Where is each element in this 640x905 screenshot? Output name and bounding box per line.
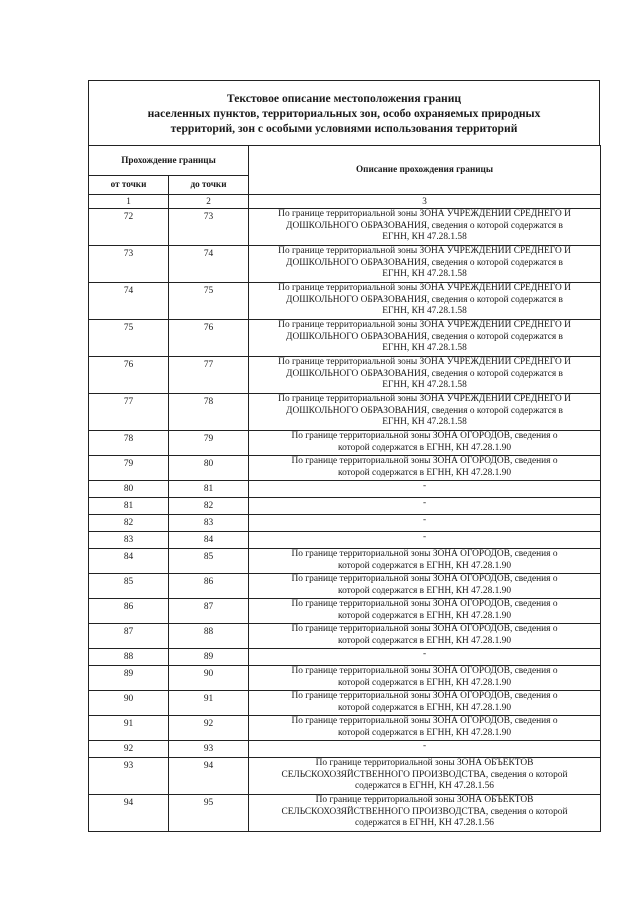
table-row (89, 666, 601, 691)
description-line: которой содержатся в ЕГНН, КН 47.28.1.90 (338, 727, 512, 738)
description-line: - (422, 532, 427, 542)
description-cell (249, 624, 601, 649)
description-cell (249, 209, 601, 246)
table-row (89, 481, 601, 498)
description-line: ДОШКОЛЬНОГО ОБРАЗОВАНИЯ, сведения о которой содержатся в (286, 368, 563, 379)
to-point-cell: 87 (169, 599, 249, 624)
title-line-3: территорий, зон с особыми условиями использования территорий (170, 121, 518, 135)
description-cell (249, 666, 601, 691)
description-line: которой содержатся в ЕГНН, КН 47.28.1.90 (338, 585, 512, 596)
header-col-1: 1 (89, 195, 169, 209)
table-row (89, 624, 601, 649)
description-line: По границе территориальной зоны ЗОНА УЧРЕЖДЕНИЙ СРЕДНЕГО И (278, 357, 571, 367)
table-row (89, 246, 601, 283)
description-line: По границе территориальной зоны ЗОНА ОГОРОДОВ, сведения о (291, 431, 558, 441)
title-line-2: населенных пунктов, территориальных зон, особо охраняемых природных (147, 106, 541, 120)
table-row (89, 498, 601, 515)
description-line: - (422, 481, 427, 491)
description-line: которой содержатся в ЕГНН, КН 47.28.1.90 (338, 610, 512, 621)
title-line-1: Текстовое описание местоположения границ (226, 91, 462, 105)
from-point-cell: 74 (89, 283, 169, 320)
to-point-cell: 82 (169, 498, 249, 515)
description-line: которой содержатся в ЕГНН, КН 47.28.1.90 (338, 635, 512, 646)
from-point-cell: 78 (89, 431, 169, 456)
boundary-table (88, 145, 601, 832)
description-line: ЕГНН, КН 47.28.1.58 (382, 343, 467, 354)
table-row (89, 758, 601, 795)
to-point-cell: 77 (169, 357, 249, 394)
table-row (89, 394, 601, 431)
table-row (89, 456, 601, 481)
table-row (89, 320, 601, 357)
description-cell (249, 357, 601, 394)
description-line: - (422, 498, 427, 508)
table-row (89, 599, 601, 624)
description-cell (249, 574, 601, 599)
description-line: содержатся в ЕГНН, КН 47.28.1.56 (355, 818, 494, 829)
from-point-cell: 76 (89, 357, 169, 394)
from-point-cell: 93 (89, 758, 169, 795)
document-sheet (88, 80, 600, 832)
description-line: СЕЛЬСКОХОЗЯЙСТВЕННОГО ПРОИЗВОДСТВА, сведения о которой (281, 769, 568, 780)
description-line: По границе территориальной зоны ЗОНА УЧРЕЖДЕНИЙ СРЕДНЕГО И (278, 246, 571, 256)
to-point-cell: 88 (169, 624, 249, 649)
header-passage: Прохождение границы (89, 146, 249, 176)
from-point-cell: 86 (89, 599, 169, 624)
table-row (89, 515, 601, 532)
to-point-cell: 73 (169, 209, 249, 246)
description-line: которой содержатся в ЕГНН, КН 47.28.1.90 (338, 677, 512, 688)
table-row (89, 574, 601, 599)
from-point-cell: 77 (89, 394, 169, 431)
description-line: ЕГНН, КН 47.28.1.58 (382, 380, 467, 391)
header-description: Описание прохождения границы (249, 146, 601, 195)
header-to-point: до точки (169, 176, 249, 195)
from-point-cell: 82 (89, 515, 169, 532)
description-cell (249, 716, 601, 741)
description-line: По границе территориальной зоны ЗОНА ОГОРОДОВ, сведения о (291, 691, 558, 701)
description-line: По границе территориальной зоны ЗОНА ОГОРОДОВ, сведения о (291, 666, 558, 676)
to-point-cell: 95 (169, 795, 249, 832)
from-point-cell: 85 (89, 574, 169, 599)
to-point-cell: 74 (169, 246, 249, 283)
to-point-cell: 79 (169, 431, 249, 456)
description-line: которой содержатся в ЕГНН, КН 47.28.1.90 (338, 702, 512, 713)
from-point-cell: 73 (89, 246, 169, 283)
to-point-cell: 81 (169, 481, 249, 498)
description-line: По границе территориальной зоны ЗОНА УЧРЕЖДЕНИЙ СРЕДНЕГО И (278, 209, 571, 219)
description-cell (249, 481, 601, 498)
description-line: которой содержатся в ЕГНН, КН 47.28.1.90 (338, 442, 512, 453)
description-line: По границе территориальной зоны ЗОНА ОБЪЕКТОВ (315, 795, 534, 805)
description-line: По границе территориальной зоны ЗОНА УЧРЕЖДЕНИЙ СРЕДНЕГО И (278, 283, 571, 293)
description-line: - (422, 741, 427, 751)
description-cell (249, 758, 601, 795)
to-point-cell: 92 (169, 716, 249, 741)
description-line: ЕГНН, КН 47.28.1.58 (382, 417, 467, 428)
from-point-cell: 87 (89, 624, 169, 649)
description-line: ЕГНН, КН 47.28.1.58 (382, 232, 467, 243)
from-point-cell: 75 (89, 320, 169, 357)
description-line: По границе территориальной зоны ЗОНА ОГОРОДОВ, сведения о (291, 599, 558, 609)
table-row (89, 741, 601, 758)
description-cell (249, 599, 601, 624)
description-line: ДОШКОЛЬНОГО ОБРАЗОВАНИЯ, сведения о которой содержатся в (286, 405, 563, 416)
from-point-cell: 81 (89, 498, 169, 515)
description-line: ЕГНН, КН 47.28.1.58 (382, 269, 467, 280)
to-point-cell: 76 (169, 320, 249, 357)
description-line: - (422, 649, 427, 659)
description-line: По границе территориальной зоны ЗОНА ОГОРОДОВ, сведения о (291, 549, 558, 559)
to-point-cell: 78 (169, 394, 249, 431)
description-line: которой содержатся в ЕГНН, КН 47.28.1.90 (338, 560, 512, 571)
from-point-cell: 94 (89, 795, 169, 832)
description-cell (249, 691, 601, 716)
table-row (89, 357, 601, 394)
description-line: По границе территориальной зоны ЗОНА ОГОРОДОВ, сведения о (291, 456, 558, 466)
header-col-2: 2 (169, 195, 249, 209)
to-point-cell: 75 (169, 283, 249, 320)
description-cell (249, 456, 601, 481)
description-line: содержатся в ЕГНН, КН 47.28.1.56 (355, 781, 494, 792)
table-row (89, 532, 601, 549)
description-line: По границе территориальной зоны ЗОНА ОБЪЕКТОВ (315, 758, 534, 768)
from-point-cell: 79 (89, 456, 169, 481)
description-cell (249, 549, 601, 574)
table-row (89, 691, 601, 716)
description-cell (249, 498, 601, 515)
to-point-cell: 93 (169, 741, 249, 758)
table-row (89, 649, 601, 666)
to-point-cell: 94 (169, 758, 249, 795)
description-line: ДОШКОЛЬНОГО ОБРАЗОВАНИЯ, сведения о которой содержатся в (286, 294, 563, 305)
table-row (89, 209, 601, 246)
from-point-cell: 83 (89, 532, 169, 549)
description-cell (249, 515, 601, 532)
to-point-cell: 90 (169, 666, 249, 691)
description-cell (249, 394, 601, 431)
header-col-3: 3 (249, 195, 601, 209)
header-from-point: от точки (89, 176, 169, 195)
to-point-cell: 91 (169, 691, 249, 716)
description-line: По границе территориальной зоны ЗОНА ОГОРОДОВ, сведения о (291, 574, 558, 584)
table-row (89, 795, 601, 832)
table-row (89, 716, 601, 741)
description-cell (249, 283, 601, 320)
description-line: ДОШКОЛЬНОГО ОБРАЗОВАНИЯ, сведения о которой содержатся в (286, 257, 563, 268)
from-point-cell: 89 (89, 666, 169, 691)
document-title (88, 80, 600, 145)
description-cell (249, 246, 601, 283)
to-point-cell: 83 (169, 515, 249, 532)
description-line: - (422, 515, 427, 525)
description-line: По границе территориальной зоны ЗОНА УЧРЕЖДЕНИЙ СРЕДНЕГО И (278, 320, 571, 330)
description-cell (249, 431, 601, 456)
description-cell (249, 795, 601, 832)
from-point-cell: 72 (89, 209, 169, 246)
description-line: ЕГНН, КН 47.28.1.58 (382, 306, 467, 317)
description-cell (249, 649, 601, 666)
description-line: По границе территориальной зоны ЗОНА ОГОРОДОВ, сведения о (291, 624, 558, 634)
table-row (89, 431, 601, 456)
from-point-cell: 88 (89, 649, 169, 666)
table-row (89, 283, 601, 320)
from-point-cell: 90 (89, 691, 169, 716)
description-line: По границе территориальной зоны ЗОНА ОГОРОДОВ, сведения о (291, 716, 558, 726)
from-point-cell: 80 (89, 481, 169, 498)
to-point-cell: 86 (169, 574, 249, 599)
description-cell (249, 532, 601, 549)
from-point-cell: 92 (89, 741, 169, 758)
description-line: По границе территориальной зоны ЗОНА УЧРЕЖДЕНИЙ СРЕДНЕГО И (278, 394, 571, 404)
from-point-cell: 91 (89, 716, 169, 741)
description-cell (249, 741, 601, 758)
description-line: которой содержатся в ЕГНН, КН 47.28.1.90 (338, 467, 512, 478)
description-cell (249, 320, 601, 357)
to-point-cell: 85 (169, 549, 249, 574)
to-point-cell: 84 (169, 532, 249, 549)
description-line: ДОШКОЛЬНОГО ОБРАЗОВАНИЯ, сведения о которой содержатся в (286, 331, 563, 342)
from-point-cell: 84 (89, 549, 169, 574)
to-point-cell: 89 (169, 649, 249, 666)
description-line: СЕЛЬСКОХОЗЯЙСТВЕННОГО ПРОИЗВОДСТВА, сведения о которой (281, 806, 568, 817)
table-row (89, 549, 601, 574)
description-line: ДОШКОЛЬНОГО ОБРАЗОВАНИЯ, сведения о которой содержатся в (286, 220, 563, 231)
to-point-cell: 80 (169, 456, 249, 481)
